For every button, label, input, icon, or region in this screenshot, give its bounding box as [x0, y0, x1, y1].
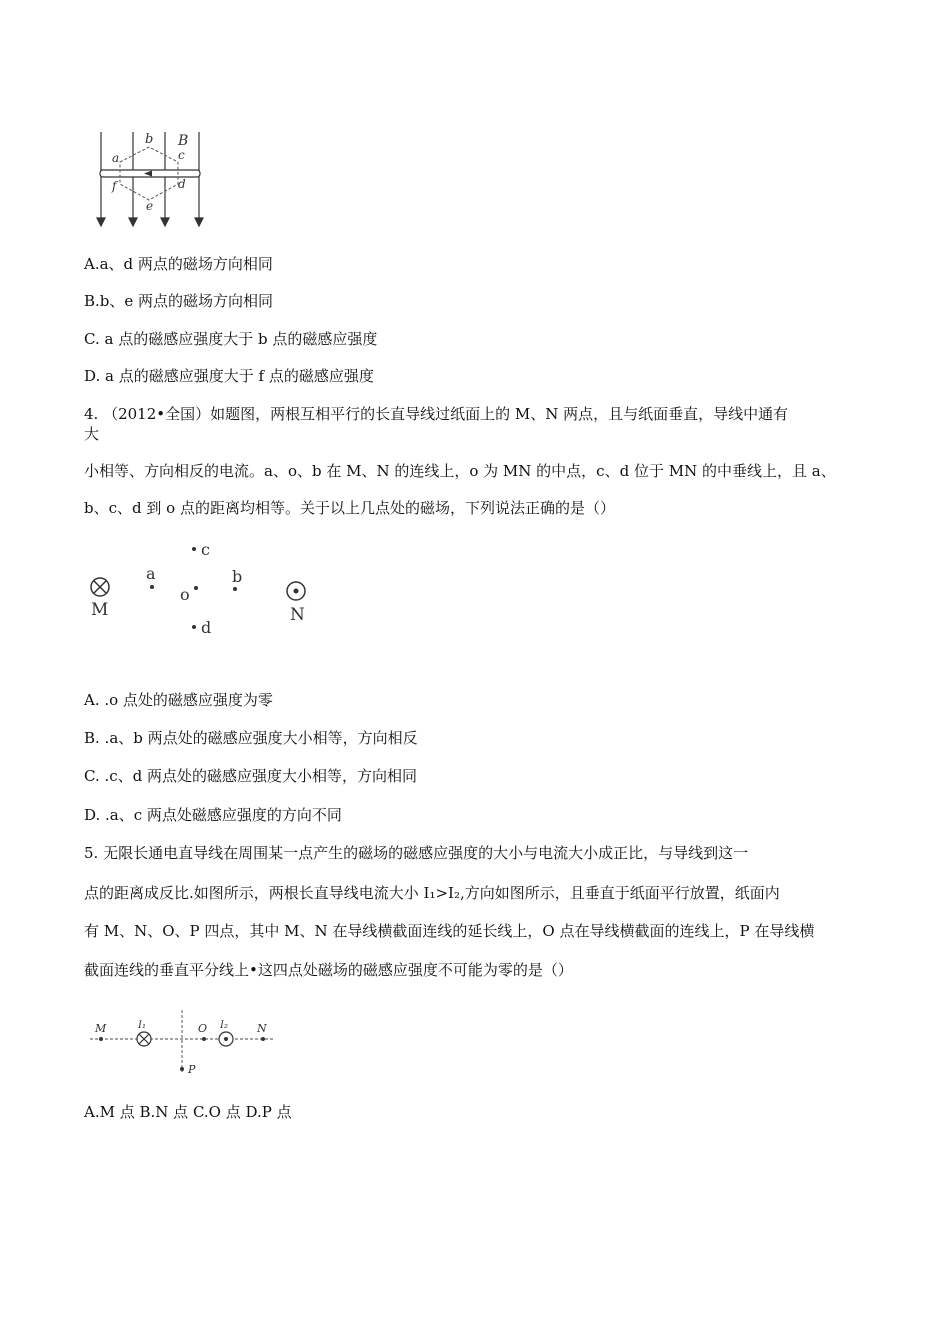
q4-option-c: C. .c、d 两点处的磁感应强度大小相等，方向相同 — [84, 767, 418, 785]
q4-label-N: N — [290, 605, 305, 625]
q5-label-I1: I₁ — [138, 1020, 146, 1031]
fig1-label-b: b — [145, 132, 154, 147]
q4-stem-line1: 4. （2012•全国）如题图，两根互相平行的长直导线过纸面上的 M、N 两点，且与纸面垂直，导线中通有 — [84, 405, 789, 423]
q5-stem-line4: 截面连线的垂直平分线上•这四点处磁场的磁感应强度不可能为零的是（） — [84, 961, 573, 979]
fig1-label-a: a — [112, 151, 120, 165]
figure-q4-wires — [84, 536, 324, 640]
fig1-label-e: e — [146, 199, 154, 213]
q4-option-b: B. .a、b 两点处的磁感应强度大小相等，方向相反 — [84, 729, 418, 747]
q5-answer-options: A.M 点 B.N 点 C.O 点 D.P 点 — [84, 1103, 292, 1121]
q4-label-b: b — [232, 567, 243, 586]
fig1-label-d: d — [178, 177, 186, 191]
q5-label-I2: I₂ — [220, 1020, 228, 1031]
q5-stem-line1: 5. 无限长通电直导线在周围某一点产生的磁场的磁感应强度的大小与电流大小成正比，与导线到这一 — [84, 844, 749, 862]
q4-option-d: D. .a、c 两点处磁感应强度的方向不同 — [84, 806, 342, 824]
q5-label-N: N — [257, 1022, 267, 1035]
figure-q5-wires — [86, 1010, 282, 1082]
q4-label-o: o — [180, 585, 190, 604]
q3-option-b: B.b、e 两点的磁场方向相同 — [84, 292, 274, 310]
q4-label-d: d — [201, 618, 212, 637]
q3-option-c: C. a 点的磁感应强度大于 b 点的磁感应强度 — [84, 330, 378, 348]
q4-option-a: A. .o 点处的磁感应强度为零 — [84, 691, 273, 709]
q3-option-d: D. a 点的磁感应强度大于 f 点的磁感应强度 — [84, 367, 374, 385]
figure-field-lines — [88, 128, 218, 232]
q4-stem-line1b: 大 — [84, 425, 100, 443]
q5-label-P: P — [188, 1063, 196, 1076]
q5-label-M: M — [95, 1022, 107, 1035]
q4-label-c: c — [201, 540, 210, 559]
q5-label-O: O — [198, 1022, 208, 1035]
q4-label-M: M — [91, 600, 109, 620]
q4-label-a: a — [146, 564, 156, 583]
q4-stem-line2: 小相等、方向相反的电流。a、o、b 在 M、N 的连线上，o 为 MN 的中点，c、d 位于 MN 的中垂线上，且 a、 — [84, 462, 836, 480]
fig1-label-c: c — [178, 148, 185, 162]
q3-option-a: A.a、d 两点的磁场方向相同 — [84, 255, 273, 273]
fig1-label-f: f — [112, 179, 117, 193]
q5-stem-line3: 有 M、N、O、P 四点，其中 M、N 在导线横截面连线的延长线上，O 点在导线横截面的连线上，P 在导线横 — [84, 922, 815, 940]
q4-stem-line3: b、c、d 到 o 点的距离均相等。关于以上几点处的磁场，下列说法正确的是（） — [84, 499, 615, 517]
q5-stem-line2: 点的距离成反比.如图所示，两根长直导线电流大小 I₁>I₂,方向如图所示，且垂直于纸面平行放置，纸面内 — [84, 884, 780, 902]
fig1-label-B: B — [178, 133, 189, 149]
